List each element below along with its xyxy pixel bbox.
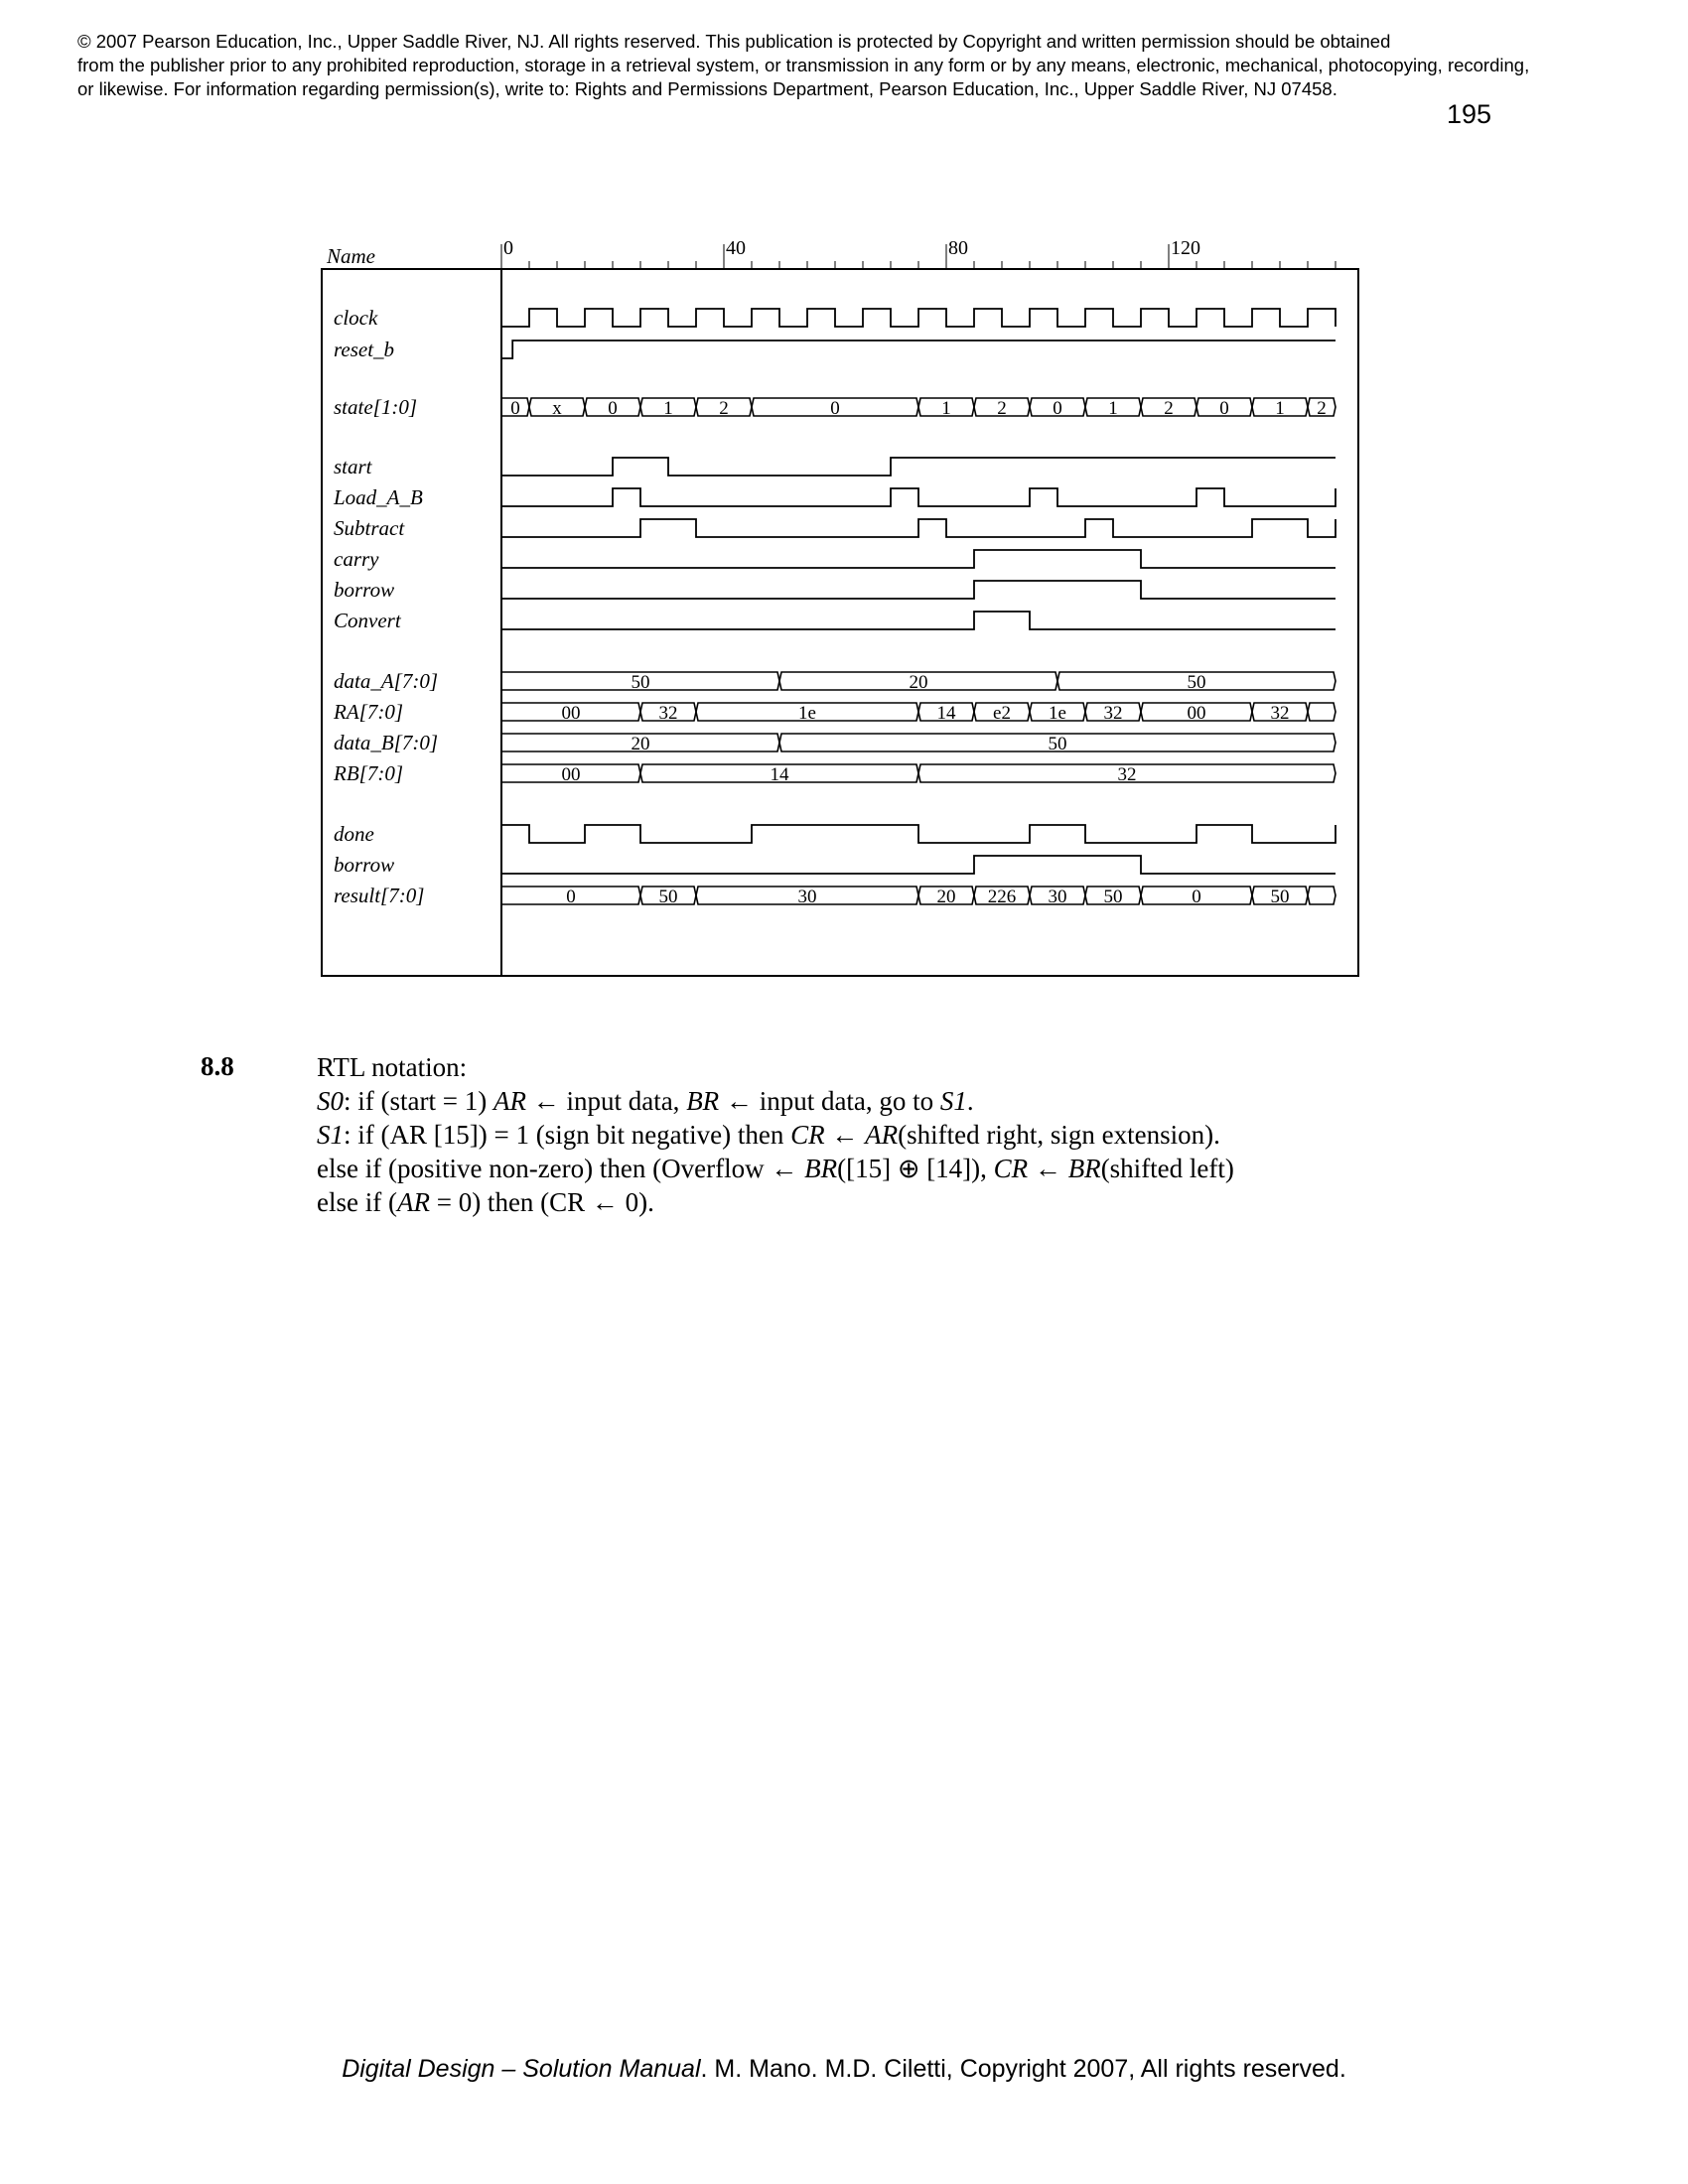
page-number: 195 (1446, 99, 1491, 129)
signal-name: Convert (334, 609, 401, 632)
bus-value-result-7-0: 50 (1103, 887, 1123, 907)
time-ruler (501, 237, 1336, 269)
time-tick-label: 80 (948, 237, 968, 259)
waveform-carry (501, 550, 1336, 568)
footer-title: Digital Design – Solution Manual (342, 2055, 701, 2083)
signal-name: clock (334, 306, 378, 330)
bus-value-ra-7-0: 32 (658, 703, 678, 724)
rtl-text: (shifted left) (1100, 1154, 1234, 1183)
bus-value-state-1-0: 2 (1317, 398, 1327, 419)
rtl-notation (317, 1050, 1409, 1219)
bus-value-ra-7-0: 1e (1049, 703, 1066, 724)
signal-name: reset_b (334, 338, 395, 361)
register-name: AR (396, 1187, 430, 1217)
rtl-text: else if ( (317, 1187, 397, 1217)
name-column-header: Name (327, 244, 375, 268)
rtl-text: . (966, 1086, 974, 1116)
bus-value-result-7-0: 0 (566, 887, 576, 907)
bus-value-state-1-0: 1 (941, 398, 951, 419)
rtl-text: ← (824, 1120, 866, 1150)
bus-value-result-7-0: 50 (658, 887, 678, 907)
bus-value-ra-7-0: 00 (1187, 703, 1206, 724)
bus-value-state-1-0: 0 (830, 398, 840, 419)
rtl-text: = 0) then (CR ← 0). (429, 1187, 654, 1217)
register-name: BR (1067, 1154, 1101, 1183)
copyright-line: from the publisher prior to any prohibited reproduction, storage in a retrieval system, or transmission in any form or by any means, electronic, mechanical, photocopying, recording, (77, 55, 1530, 75)
timing-diagram (0, 0, 1688, 993)
signal-name: state[1:0] (334, 395, 417, 419)
signal-name: carry (334, 547, 379, 571)
rtl-text: else if (positive non-zero) then (Overflow ← (317, 1154, 805, 1183)
bus-value-state-1-0: 0 (608, 398, 618, 419)
state-label: S1 (939, 1086, 967, 1116)
waveform-start (501, 458, 1336, 476)
signal-name: result[7:0] (334, 884, 425, 907)
signal-name: borrow (334, 578, 395, 602)
signal-name: done (334, 822, 374, 846)
bus-segment-ra-7-0 (1308, 703, 1336, 721)
signal-name: start (334, 455, 372, 478)
bus-value-ra-7-0: 32 (1270, 703, 1290, 724)
rtl-title: RTL notation: (317, 1052, 468, 1082)
bus-value-state-1-0: 2 (1164, 398, 1174, 419)
rtl-line-s0 (317, 1084, 1409, 1118)
bus-segment-result-7-0 (1308, 887, 1336, 904)
register-name: BR (804, 1154, 838, 1183)
register-name: CR (790, 1120, 825, 1150)
rtl-line-else-zero (317, 1185, 1409, 1219)
time-tick-label: 40 (726, 237, 746, 259)
rtl-text: : if (start = 1) (344, 1086, 493, 1116)
signal-name: data_A[7:0] (334, 669, 438, 693)
diagram-frame (322, 269, 1358, 976)
waveform-reset-b (501, 341, 1336, 358)
bus-value-data-a-7-0: 20 (909, 672, 928, 693)
register-name: CR (993, 1154, 1029, 1183)
bus-value-ra-7-0: 1e (798, 703, 816, 724)
bus-value-ra-7-0: 14 (936, 703, 956, 724)
bus-value-result-7-0: 30 (797, 887, 817, 907)
bus-value-state-1-0: 1 (1275, 398, 1285, 419)
signal-name: Load_A_B (334, 485, 423, 509)
bus-value-data-b-7-0: 20 (631, 734, 650, 754)
signal-name: RB[7:0] (334, 761, 403, 785)
footer-text: . M. Mano. M.D. Ciletti, Copyright 2007, All rights reserved. (700, 2055, 1346, 2083)
bus-value-state-1-0: 0 (1053, 398, 1062, 419)
bus-value-data-a-7-0: 50 (1187, 672, 1206, 693)
register-name: AR (492, 1086, 526, 1116)
rtl-text: ← (1028, 1154, 1068, 1183)
signal-name: borrow (334, 853, 395, 877)
bus-value-ra-7-0: 00 (561, 703, 581, 724)
rtl-text: (shifted right, sign extension). (898, 1120, 1220, 1150)
bus-value-rb-7-0: 32 (1117, 764, 1137, 785)
bus-value-data-a-7-0: 50 (631, 672, 650, 693)
waveform-load-a-b (501, 488, 1336, 506)
bus-value-ra-7-0: 32 (1103, 703, 1123, 724)
bus-value-result-7-0: 30 (1048, 887, 1067, 907)
rtl-text: ← input data, go to (719, 1086, 940, 1116)
rtl-line-s1 (317, 1118, 1409, 1152)
waveforms (501, 309, 1336, 904)
bus-value-state-1-0: 2 (997, 398, 1007, 419)
bus-value-rb-7-0: 14 (770, 764, 789, 785)
register-name: BR (686, 1086, 720, 1116)
copyright-line: or likewise. For information regarding permission(s), write to: Rights and Permissions Department, Pearson Education, Inc., Upper Saddle River, NJ 07458. (77, 78, 1337, 99)
bus-value-state-1-0: 2 (719, 398, 729, 419)
bus-value-result-7-0: 226 (987, 887, 1017, 907)
bus-value-result-7-0: 50 (1270, 887, 1290, 907)
waveform-borrow (501, 856, 1336, 874)
signal-name: data_B[7:0] (334, 731, 438, 754)
signal-name: RA[7:0] (334, 700, 403, 724)
bus-value-state-1-0: 1 (1108, 398, 1118, 419)
bus-value-state-1-0: 1 (663, 398, 673, 419)
waveform-borrow (501, 581, 1336, 599)
copyright-line: © 2007 Pearson Education, Inc., Upper Saddle River, NJ. All rights reserved. This publication is protected by Copyright and written permission should be obtained (77, 31, 1391, 52)
waveform-clock (501, 309, 1336, 327)
bus-value-result-7-0: 0 (1192, 887, 1201, 907)
rtl-text: : if (AR [15]) = 1 (sign bit negative) then (344, 1120, 791, 1150)
bus-value-state-1-0: 0 (510, 398, 520, 419)
register-name: AR (865, 1120, 899, 1150)
bus-value-rb-7-0: 00 (561, 764, 581, 785)
signal-name: Subtract (334, 516, 405, 540)
state-label: S0 (317, 1086, 344, 1116)
footer (0, 2055, 1688, 2084)
time-tick-label: 0 (503, 237, 513, 259)
rtl-line-else-positive (317, 1152, 1409, 1185)
bus-value-state-1-0: x (552, 398, 562, 419)
rtl-text: ([15] ⊕ [14]), (837, 1154, 994, 1183)
signal-names (333, 306, 438, 907)
problem-number: 8.8 (201, 1051, 234, 1081)
bus-value-ra-7-0: e2 (993, 703, 1011, 724)
bus-value-result-7-0: 20 (936, 887, 956, 907)
waveform-subtract (501, 519, 1336, 537)
state-label: S1 (317, 1120, 344, 1150)
time-tick-label: 120 (1171, 237, 1200, 259)
waveform-done (501, 825, 1336, 843)
rtl-text: ← input data, (525, 1086, 687, 1116)
waveform-convert (501, 612, 1336, 629)
bus-value-state-1-0: 0 (1219, 398, 1229, 419)
bus-value-data-b-7-0: 50 (1048, 734, 1067, 754)
